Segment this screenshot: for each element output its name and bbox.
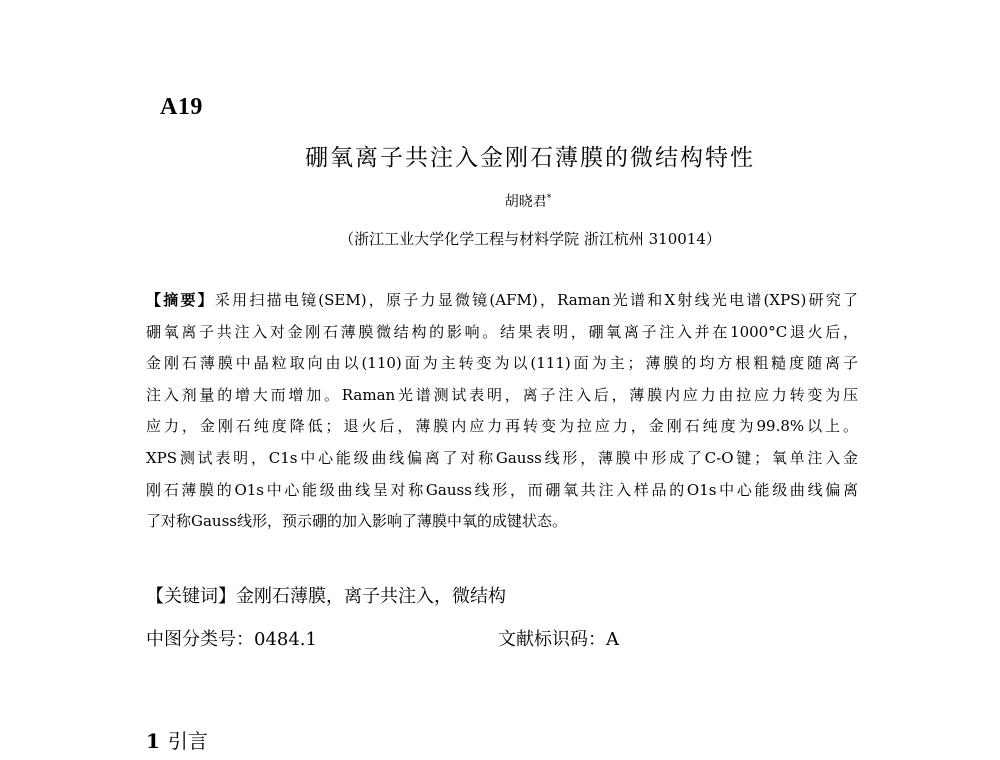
document-code-value: A <box>606 629 619 650</box>
clc-label: 中图分类号： <box>146 629 254 650</box>
abstract-line: 注入剂量的增大而增加。Raman光谱测试表明，离子注入后，薄膜内应力由拉应力转变为压 <box>146 385 858 404</box>
keywords-value: 金刚石薄膜，离子共注入，微结构 <box>236 586 506 607</box>
section-heading <box>146 725 208 754</box>
abstract-line: 刚石薄膜的O1s中心能级曲线呈对称Gauss线形，而硼氧共注入样品的O1s中心能级曲线偏离 <box>146 480 858 499</box>
section-number: 1 <box>146 729 160 753</box>
author-footnote-mark: * <box>546 193 552 204</box>
keywords-label: 【关键词】 <box>146 586 236 607</box>
abstract-block <box>146 285 858 538</box>
document-code-line <box>498 625 619 651</box>
abstract-line: 金刚石薄膜中晶粒取向由以(110)面为主转变为以(111)面为主；薄膜的均方根粗糙度随离子 <box>146 354 858 373</box>
section-title: 引言 <box>167 729 208 753</box>
paper-code: A19 <box>160 94 203 120</box>
keywords-line <box>146 582 506 608</box>
abstract-label: 【摘要】 <box>146 291 215 309</box>
clc-value: 0484.1 <box>254 629 317 650</box>
abstract-line: 应力，金刚石纯度降低；退火后，薄膜内应力再转变为拉应力，金刚石纯度为99.8%以上。 <box>146 417 858 436</box>
abstract-line: XPS测试表明，C1s中心能级曲线偏离了对称Gauss线形，薄膜中形成了C-O键；氧单注入金 <box>146 448 858 467</box>
author-line <box>0 191 1000 211</box>
paper-title: 硼氧离子共注入金刚石薄膜的微结构特性 <box>305 145 755 171</box>
document-code-label: 文献标识码： <box>498 629 606 650</box>
author-name: 胡晓君 <box>504 194 547 210</box>
abstract-line: 【摘要】采用扫描电镜(SEM)，原子力显微镜(AFM)，Raman光谱和X射线光电谱(XPS)研究了 <box>146 291 858 309</box>
clc-line <box>146 625 317 651</box>
affiliation: （浙江工业大学化学工程与材料学院 浙江杭州 310014） <box>339 230 721 248</box>
abstract-line: 了对称Gauss线形，预示硼的加入影响了薄膜中氧的成键状态。 <box>146 512 567 531</box>
abstract-line: 硼氧离子共注入对金刚石薄膜微结构的影响。结果表明，硼氧离子注入并在1000°C退火后， <box>146 322 858 341</box>
